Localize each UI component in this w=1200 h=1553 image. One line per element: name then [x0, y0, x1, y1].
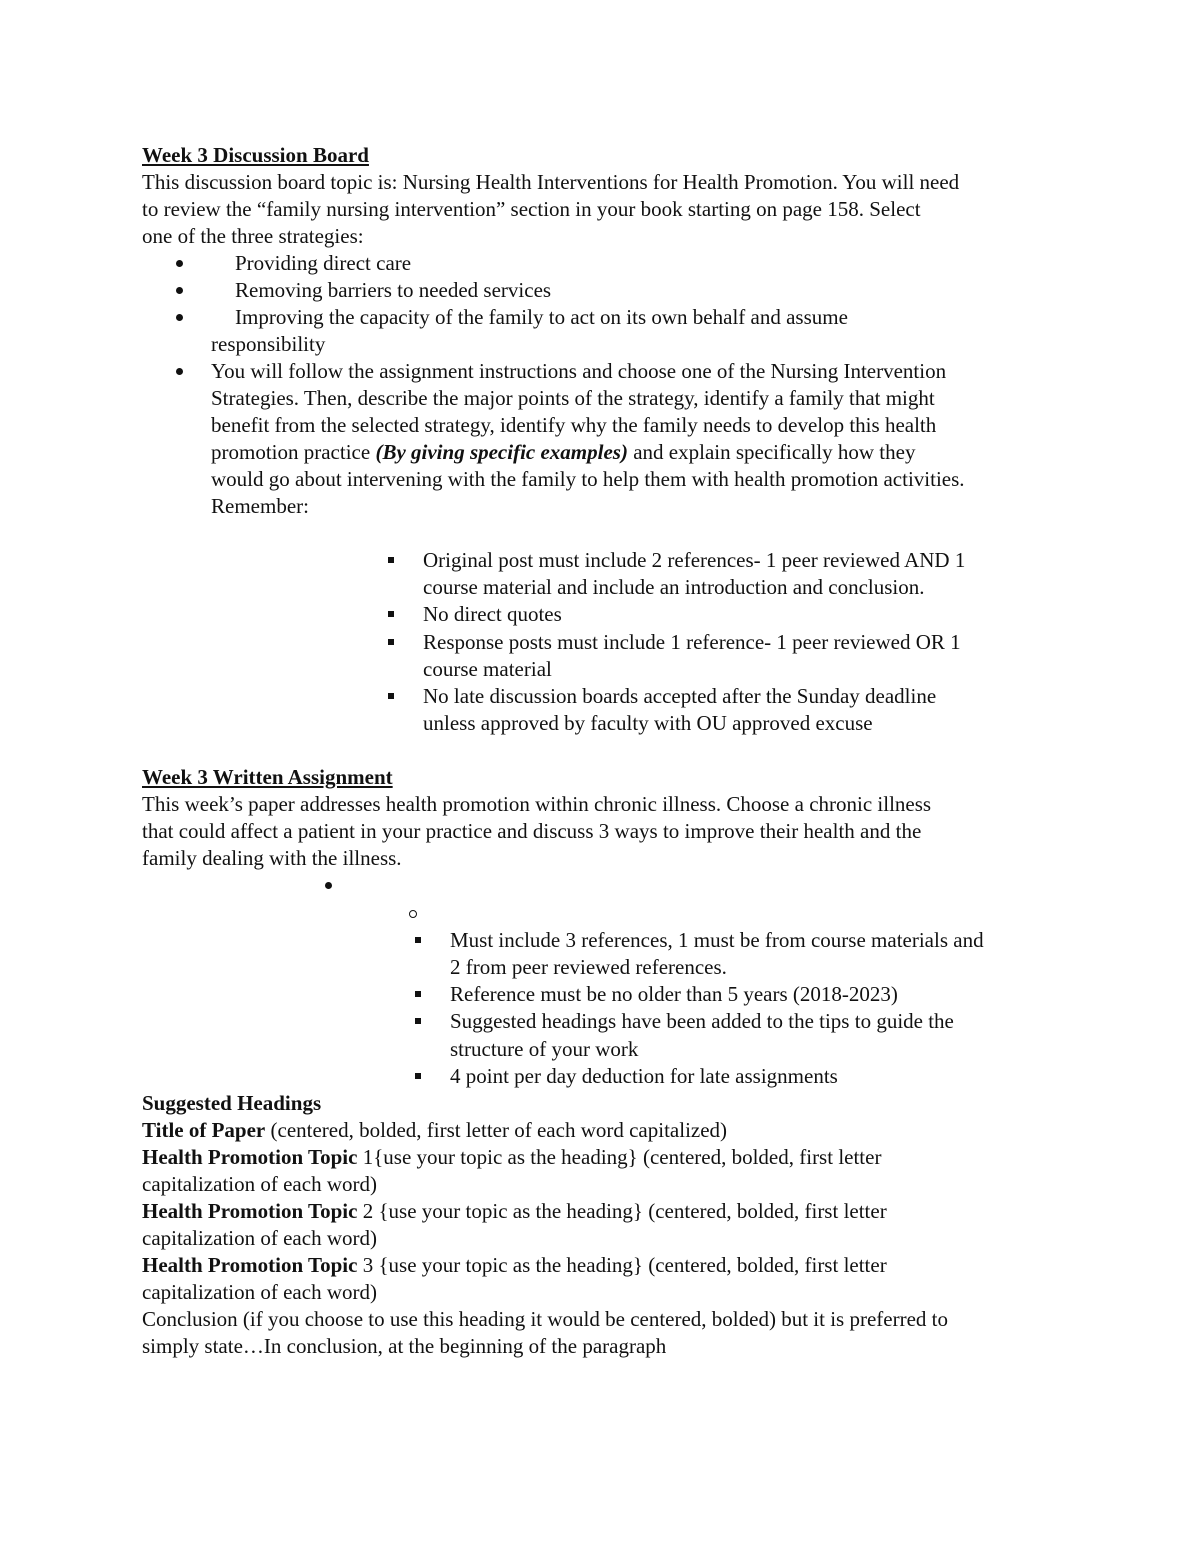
- discussion-intro-line-3: one of the three strategies:: [142, 224, 364, 248]
- written-body-line-3: family dealing with the illness.: [142, 846, 402, 870]
- bullet-dot-icon: [176, 260, 183, 267]
- written-rule: 4 point per day deduction for late assignments: [450, 1064, 838, 1088]
- empty-bullet-dot-icon: [325, 882, 332, 889]
- emphasis-text: (By giving specific examples): [375, 440, 628, 464]
- square-bullet-icon: [388, 693, 394, 699]
- discussion-rule: No direct quotes: [423, 602, 562, 626]
- heading-description: (centered, bolded, first letter of each word capitalized): [265, 1118, 728, 1142]
- written-rule: Suggested headings have been added to the tips to guide the: [450, 1009, 954, 1033]
- heading-label: Health Promotion Topic: [142, 1199, 358, 1223]
- discussion-intro-line-1: This discussion board topic is: Nursing Health Interventions for Health Promotion. You will need: [142, 170, 960, 194]
- bullet-dot-icon: [176, 287, 183, 294]
- square-bullet-icon: [415, 1073, 421, 1079]
- topic-1-line: [142, 1144, 881, 1171]
- strategy-item: Improving the capacity of the family to act on its own behalf and assume: [235, 305, 848, 329]
- heading-description: 2 {use your topic as the heading} (centered, bolded, first letter: [357, 1199, 887, 1223]
- instructions-line-5: would go about intervening with the family to help them with health promotion activities.: [211, 467, 965, 491]
- written-body-line-1: This week’s paper addresses health promotion within chronic illness. Choose a chronic illness: [142, 792, 932, 816]
- written-assignment-heading: Week 3 Written Assignment: [142, 765, 393, 789]
- square-bullet-icon: [415, 937, 421, 943]
- instructions-text: promotion practice: [211, 440, 376, 464]
- written-rule-continued: 2 from peer reviewed references.: [450, 955, 727, 979]
- square-bullet-icon: [388, 611, 394, 617]
- topic-2-line: [142, 1198, 887, 1225]
- instructions-line-4: [211, 439, 915, 466]
- written-rule-continued: structure of your work: [450, 1037, 639, 1061]
- topic-3-line: [142, 1252, 887, 1279]
- instructions-line-2: Strategies. Then, describe the major points of the strategy, identify a family that might: [211, 386, 935, 410]
- conclusion-line-2: simply state…In conclusion, at the beginning of the paragraph: [142, 1334, 667, 1358]
- instructions-line-3: benefit from the selected strategy, identify why the family needs to develop this health: [211, 413, 937, 437]
- square-bullet-icon: [415, 991, 421, 997]
- discussion-intro-line-2: to review the “family nursing intervention” section in your book starting on page 158. Select: [142, 197, 921, 221]
- instructions-text: and explain specifically how they: [627, 440, 916, 464]
- discussion-rule: Response posts must include 1 reference- 1 peer reviewed OR 1: [423, 630, 961, 654]
- bullet-dot-icon: [176, 368, 183, 375]
- conclusion-line-1: Conclusion (if you choose to use this heading it would be centered, bolded) but it is preferred to: [142, 1307, 948, 1331]
- written-body-line-2: that could affect a patient in your practice and discuss 3 ways to improve their health and the: [142, 819, 922, 843]
- topic-3-note: capitalization of each word): [142, 1280, 377, 1304]
- instructions-line-6: Remember:: [211, 494, 309, 518]
- discussion-rule-continued: course material and include an introduction and conclusion.: [423, 575, 925, 599]
- heading-description: 3 {use your topic as the heading} (centered, bolded, first letter: [357, 1253, 887, 1277]
- discussion-rule-continued: unless approved by faculty with OU approved excuse: [423, 711, 873, 735]
- discussion-rule: Original post must include 2 references- 1 peer reviewed AND 1: [423, 548, 966, 572]
- strategy-item: Providing direct care: [235, 251, 412, 275]
- title-of-paper-line: [142, 1117, 727, 1144]
- empty-bullet-circle-icon: [409, 910, 417, 918]
- instructions-line-1: You will follow the assignment instructions and choose one of the Nursing Intervention: [211, 359, 947, 383]
- heading-label: Health Promotion Topic: [142, 1253, 358, 1277]
- topic-1-note: capitalization of each word): [142, 1172, 377, 1196]
- written-rule: Reference must be no older than 5 years (2018-2023): [450, 982, 898, 1006]
- heading-label: Health Promotion Topic: [142, 1145, 358, 1169]
- square-bullet-icon: [388, 639, 394, 645]
- heading-description: 1{use your topic as the heading} (centered, bolded, first letter: [357, 1145, 882, 1169]
- suggested-headings-title: Suggested Headings: [142, 1091, 322, 1115]
- discussion-rule: No late discussion boards accepted after the Sunday deadline: [423, 684, 937, 708]
- strategy-item: Removing barriers to needed services: [235, 278, 552, 302]
- square-bullet-icon: [388, 557, 394, 563]
- discussion-rule-continued: course material: [423, 657, 552, 681]
- discussion-board-heading: Week 3 Discussion Board: [142, 143, 369, 167]
- bullet-dot-icon: [176, 314, 183, 321]
- written-rule: Must include 3 references, 1 must be from course materials and: [450, 928, 984, 952]
- strategy-item-continued: responsibility: [211, 332, 326, 356]
- square-bullet-icon: [415, 1018, 421, 1024]
- heading-label: Title of Paper: [142, 1118, 266, 1142]
- topic-2-note: capitalization of each word): [142, 1226, 377, 1250]
